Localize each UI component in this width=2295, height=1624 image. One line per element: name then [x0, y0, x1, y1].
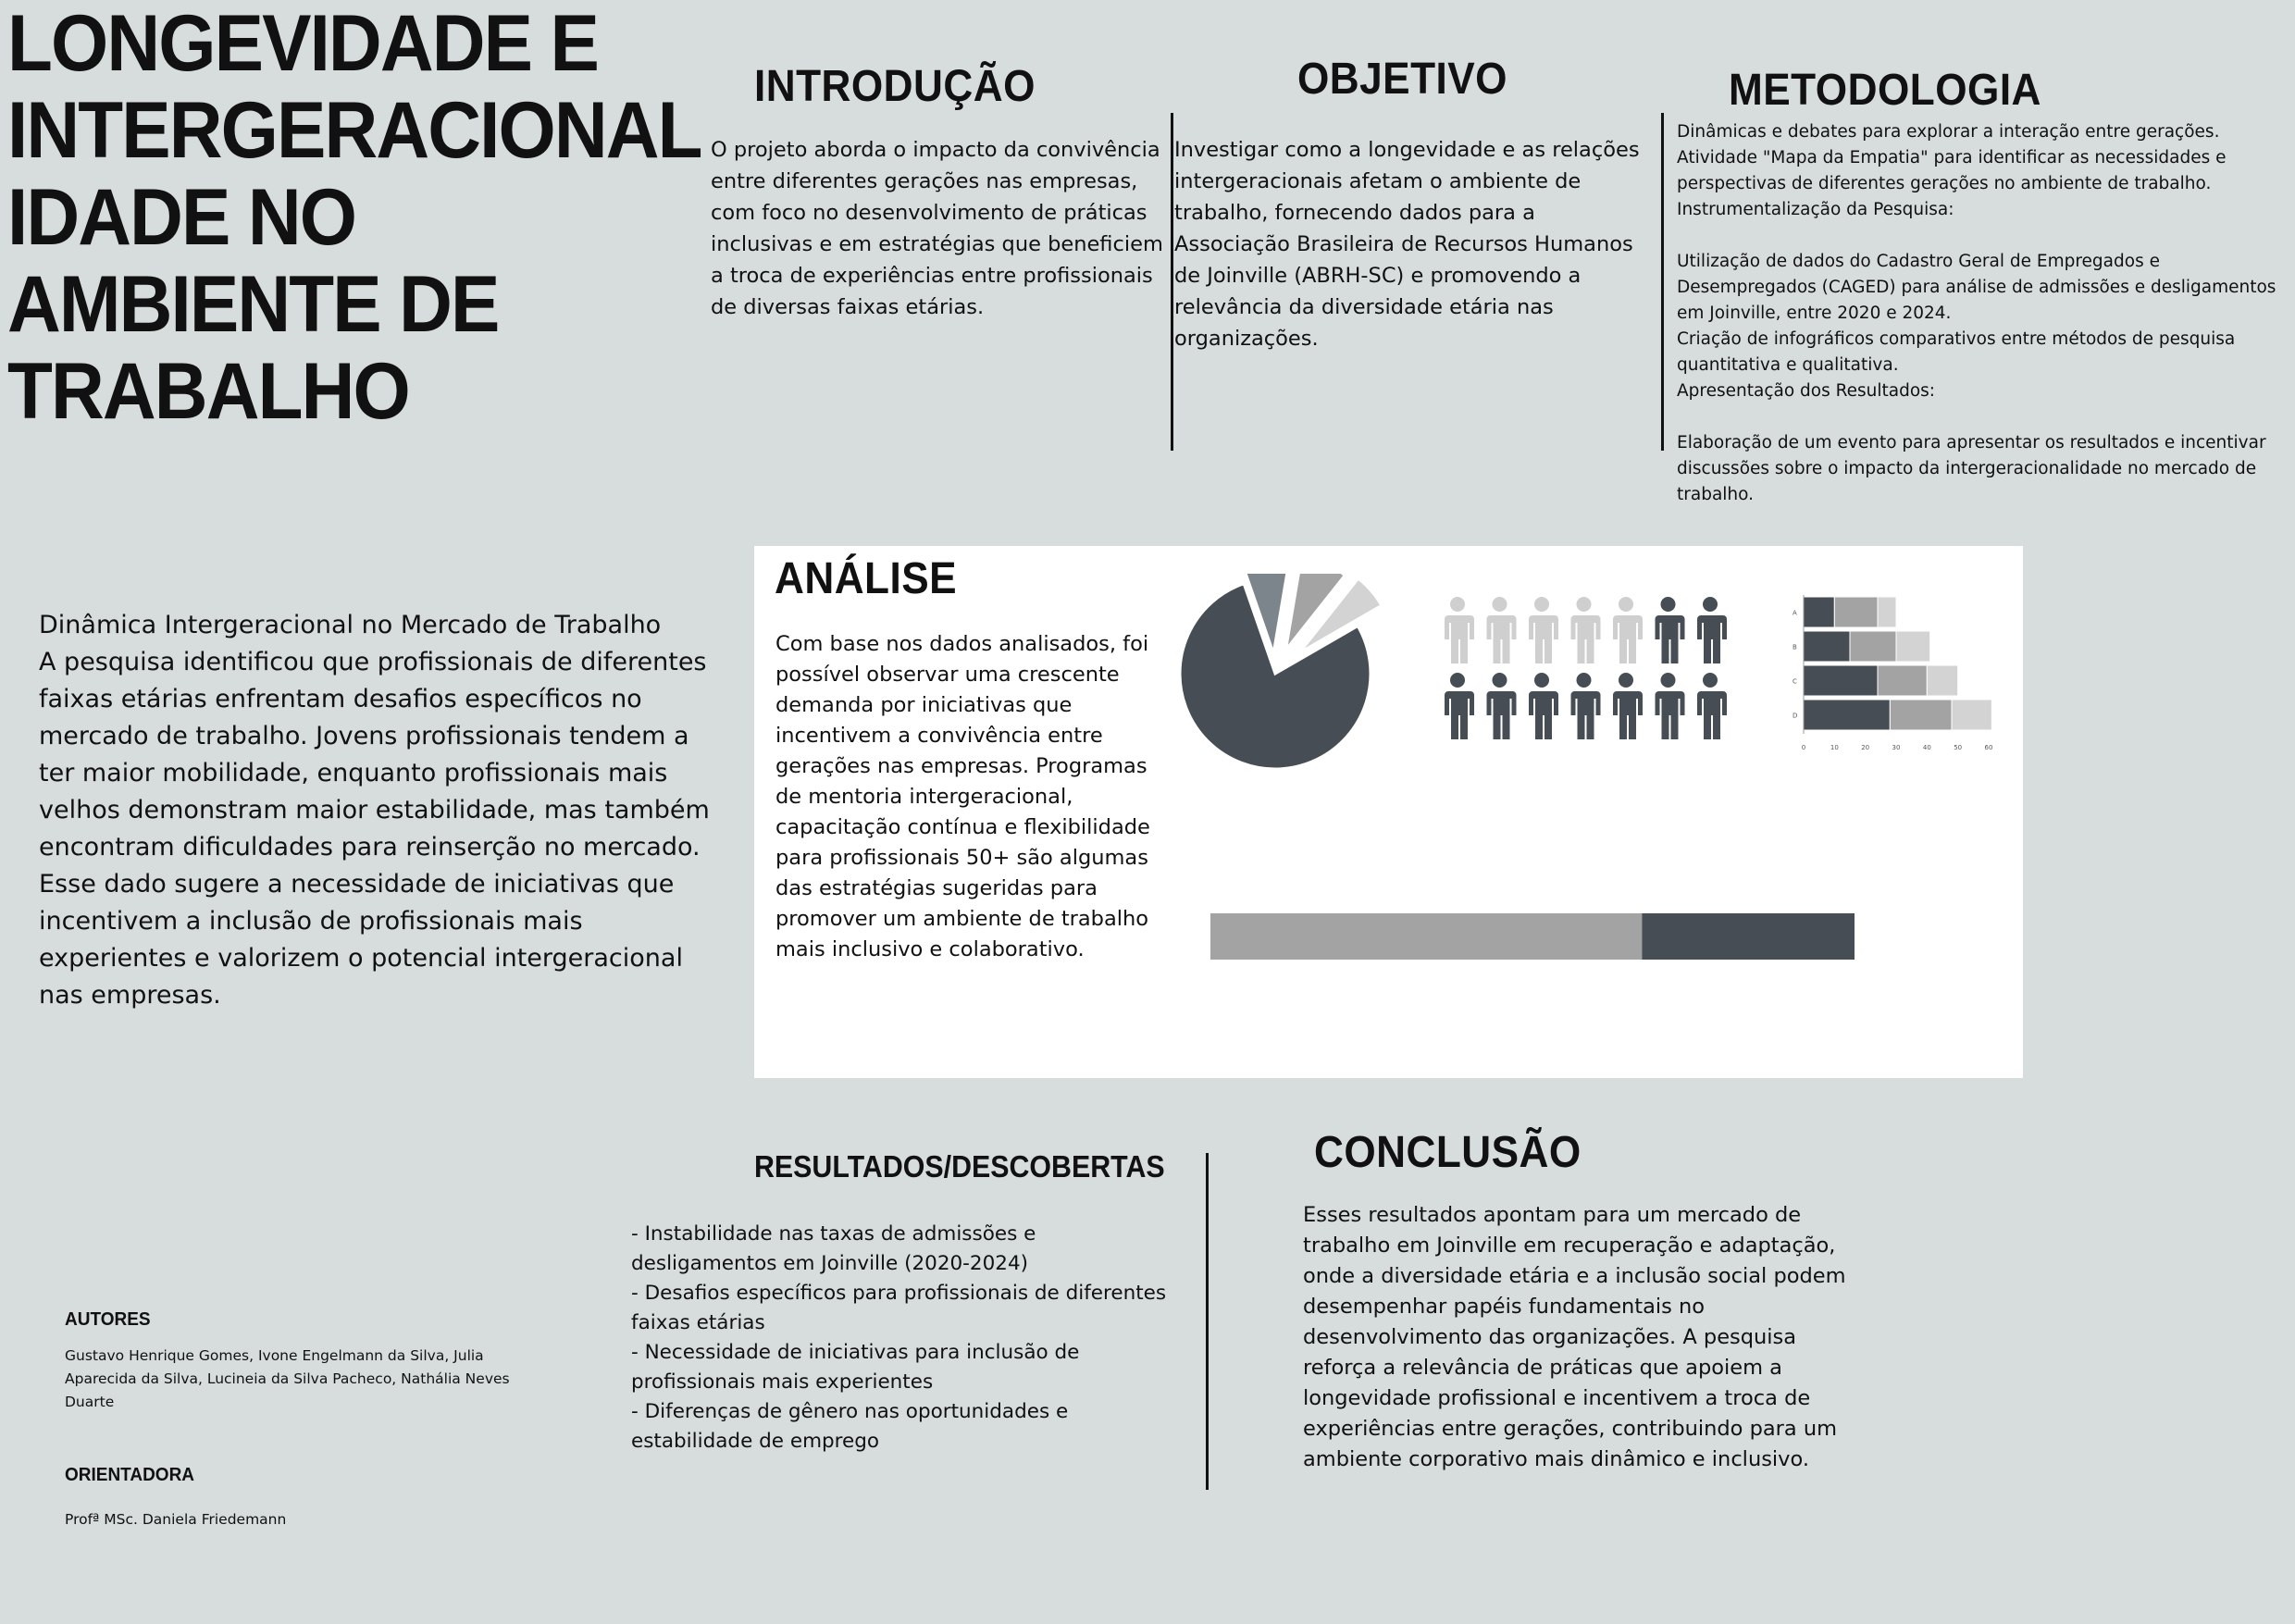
person-body — [1656, 615, 1685, 663]
resultados-item: - Instabilidade nas taxas de admissões e desligamentos em Joinville (2020-2024) — [631, 1222, 1036, 1275]
person-head — [1619, 673, 1633, 688]
category-label: C — [1793, 677, 1797, 686]
person-head — [1534, 597, 1549, 612]
dinamica-text: A pesquisa identificou que profissionais de diferentes faixas etárias enfrentam desafios específicos no mercado de trabalho. Jovens profissionais tendem a ter maior mobilidade, enquanto profissionais mais velhos demonstram maior estabilidade, mas também encontram dificuldades para reinserção no mercado. Esse dado sugere a necessidade de iniciativas que incentivem a inclusão de profissionais mais experientes e valorizem o potencial intergeracional nas empresas. — [39, 648, 710, 1010]
resultados-item: - Diferenças de gênero nas oportunidades e estabilidade de emprego — [631, 1400, 1069, 1453]
people-pictogram — [1439, 597, 1744, 759]
person-icon — [1445, 673, 1474, 739]
person-head — [1619, 597, 1633, 612]
conclusao-heading: CONCLUSÃO — [1314, 1128, 1582, 1177]
bar-segment — [1642, 913, 1855, 960]
bar-segment — [1896, 631, 1930, 662]
x-tick-label: 60 — [1984, 744, 1993, 751]
person-head — [1703, 597, 1718, 612]
metodologia-line: Elaboração de um evento para apresentar os resultados e incentivar discussões sobre o impacto da intergeracionalidade no mercado de trabalho. — [1677, 433, 2272, 504]
analise-heading: ANÁLISE — [775, 554, 958, 603]
metodologia-line: Apresentação dos Resultados: — [1677, 381, 1936, 401]
x-tick-label: 10 — [1830, 744, 1839, 751]
bar-segment — [1804, 700, 1890, 730]
person-head — [1493, 597, 1507, 612]
x-tick-label: 40 — [1922, 744, 1931, 751]
metodologia-line: Atividade "Mapa da Empatia" para identificar as necessidades e perspectivas de diferentes gerações no ambiente de trabalho. — [1677, 148, 2232, 193]
bar-segment — [1878, 665, 1927, 696]
metodologia-heading: METODOLOGIA — [1729, 66, 2041, 115]
person-head — [1493, 673, 1507, 688]
bar-segment — [1878, 597, 1896, 627]
divider-objetivo-metodologia — [1661, 113, 1664, 451]
person-head — [1661, 597, 1676, 612]
person-icon — [1697, 597, 1727, 663]
person-body — [1656, 691, 1685, 739]
metodologia-list — [1677, 119, 2295, 508]
person-icon — [1445, 597, 1474, 663]
person-icon — [1529, 673, 1558, 739]
bar-segment — [1834, 597, 1878, 627]
person-icon — [1697, 673, 1727, 739]
divider-resultados-conclusao — [1206, 1153, 1209, 1490]
divider-intro-objetivo — [1171, 113, 1173, 451]
person-head — [1661, 673, 1676, 688]
stacked-bar-chart — [1791, 592, 2008, 754]
person-body — [1613, 691, 1643, 739]
resultados-item: - Necessidade de iniciativas para inclusão de profissionais mais experientes — [631, 1341, 1080, 1394]
metodologia-line: Criação de infográficos comparativos entre métodos de pesquisa quantitativa e qualitativa. — [1677, 329, 2241, 375]
person-head — [1450, 597, 1465, 612]
bar-segment — [1890, 700, 1952, 730]
bar-segment — [1850, 631, 1896, 662]
metodologia-line — [1677, 404, 2295, 430]
resultados-list — [631, 1220, 1186, 1457]
x-tick-label: 30 — [1892, 744, 1901, 751]
person-body — [1445, 691, 1474, 739]
person-icon — [1487, 597, 1517, 663]
orientadora-heading: ORIENTADORA — [65, 1465, 195, 1485]
bar-segment — [1210, 913, 1642, 960]
person-icon — [1656, 673, 1685, 739]
metodologia-line: Utilização de dados do Cadastro Geral de Empregados e Desempregados (CAGED) para análise de admissões e desligamentos em Joinville, entre 2020 e 2024. — [1677, 252, 2282, 323]
person-body — [1697, 615, 1727, 663]
page-title: LONGEVIDADE E INTERGERACIONAL IDADE NO AMBIENTE DE TRABALHO — [7, 0, 701, 436]
person-body — [1697, 691, 1727, 739]
resultados-item: - Desafios específicos para profissionais de diferentes faixas etárias — [631, 1282, 1167, 1334]
conclusao-text: Esses resultados apontam para um mercado de trabalho em Joinville em recuperação e adaptação, onde a diversidade etária e a inclusão social podem desempenhar papéis fundamentais no desenvolvimento das organizações. A pesquisa reforça a relevância de práticas que apoiem a longevidade profissional e incentivem a troca de experiências entre gerações, contribuindo para um ambiente corporativo mais dinâmico e inclusivo. — [1303, 1203, 1846, 1471]
person-body — [1529, 615, 1558, 663]
category-label: B — [1793, 643, 1797, 651]
bar-segment — [1927, 665, 1957, 696]
objetivo-text: Investigar como a longevidade e as relações intergeracionais afetam o ambiente de trabalho, fornecendo dados para a Associação Brasileira de Recursos Humanos de Joinville (ABRH-SC) e promovendo a relevância da diversidade etária nas organizações. — [1174, 138, 1640, 351]
person-head — [1534, 673, 1549, 688]
x-tick-label: 0 — [1801, 744, 1806, 751]
person-icon — [1613, 673, 1643, 739]
person-head — [1703, 673, 1718, 688]
person-icon — [1487, 673, 1517, 739]
metodologia-line: Dinâmicas e debates para explorar a interação entre gerações. — [1677, 122, 2220, 142]
introducao-heading: INTRODUÇÃO — [754, 62, 1036, 111]
person-head — [1577, 673, 1592, 688]
person-body — [1487, 691, 1517, 739]
pie-chart — [1175, 574, 1397, 777]
person-body — [1613, 615, 1643, 663]
split-bar — [1210, 913, 1855, 960]
person-icon — [1571, 673, 1601, 739]
bar-segment — [1804, 597, 1834, 627]
metodologia-line — [1677, 223, 2295, 249]
person-head — [1577, 597, 1592, 612]
bar-segment — [1804, 631, 1850, 662]
category-label: D — [1793, 712, 1798, 720]
person-icon — [1656, 597, 1685, 663]
bar-segment — [1804, 665, 1878, 696]
x-tick-label: 20 — [1861, 744, 1870, 751]
person-body — [1487, 615, 1517, 663]
autores-text: Gustavo Henrique Gomes, Ivone Engelmann da Silva, Julia Aparecida da Silva, Lucineia da Silva Pacheco, Nathália Neves Duarte — [65, 1347, 510, 1410]
objetivo-heading: OBJETIVO — [1297, 55, 1507, 104]
category-label: A — [1793, 609, 1797, 617]
person-icon — [1529, 597, 1558, 663]
dinamica-section — [39, 607, 719, 1014]
resultados-heading: RESULTADOS/DESCOBERTAS — [754, 1149, 1165, 1184]
person-body — [1571, 615, 1601, 663]
metodologia-line: Instrumentalização da Pesquisa: — [1677, 200, 1954, 219]
autores-heading: AUTORES — [65, 1309, 151, 1330]
dinamica-heading: Dinâmica Intergeracional no Mercado de Trabalho — [39, 611, 662, 639]
person-head — [1450, 673, 1465, 688]
person-body — [1445, 615, 1474, 663]
person-body — [1571, 691, 1601, 739]
introducao-text: O projeto aborda o impacto da convivência entre diferentes gerações nas empresas, com foco no desenvolvimento de práticas inclusivas e em estratégias que beneficiem a troca de experiências entre profissionais de diversas faixas etárias. — [711, 138, 1163, 319]
orientadora-text: Profª MSc. Daniela Friedemann — [65, 1511, 287, 1528]
person-icon — [1571, 597, 1601, 663]
x-tick-label: 50 — [1954, 744, 1963, 751]
person-icon — [1613, 597, 1643, 663]
person-body — [1529, 691, 1558, 739]
analise-text: Com base nos dados analisados, foi possível observar uma crescente demanda por iniciativas que incentivem a convivência entre gerações nas empresas. Programas de mentoria intergeracional, capacitação contínua e flexibilidade para profissionais 50+ são algumas das estratégias sugeridas para promover um ambiente de trabalho mais inclusivo e colaborativo. — [775, 632, 1150, 961]
bar-segment — [1952, 700, 1991, 730]
